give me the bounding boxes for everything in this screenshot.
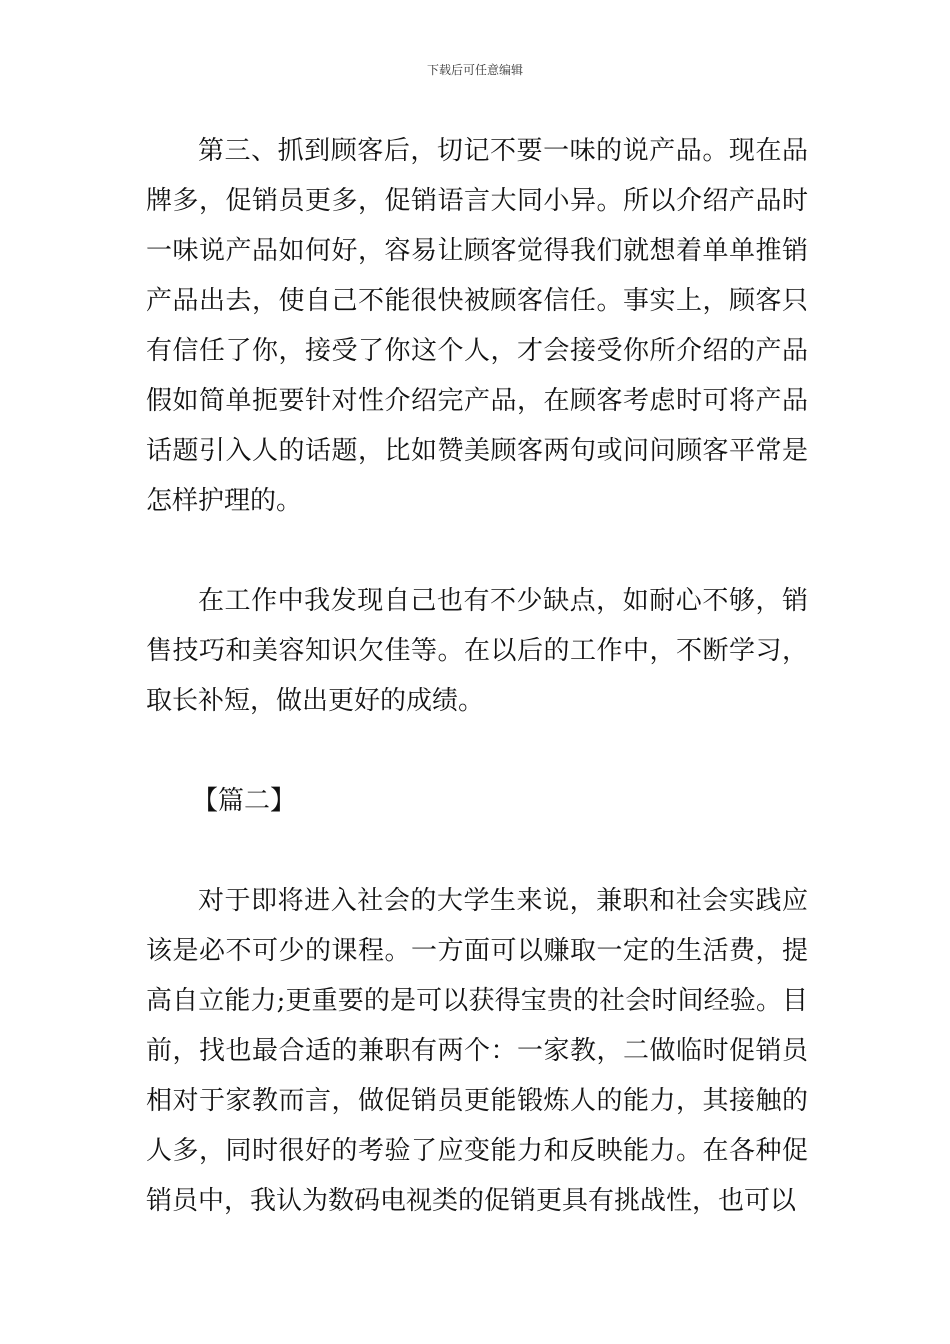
section-spacer — [146, 826, 808, 876]
paragraph-part-time-job: 对于即将进入社会的大学生来说，兼职和社会实践应该是必不可少的课程。一方面可以赚取一定的生活费，提高自立能力;更重要的是可以获得宝贵的社会时间经验。目前，找也最合适的兼职有两个：一家教，二做临时促销员相对于家教而言，做促销员更能锻炼人的能力，其接触的人多，同时很好的考验了应变能力和反映能力。在各种促销员中，我认为数码电视类的促销更具有挑战性，也可以 — [146, 886, 808, 1216]
paragraph-spacer — [146, 526, 808, 576]
page-header: 下载后可任意编辑 — [426, 63, 523, 77]
section-spacer — [146, 726, 808, 776]
document-body — [146, 126, 808, 1226]
paragraph-self-reflection: 在工作中我发现自己也有不少缺点，如耐心不够，销售技巧和美容知识欠佳等。在以后的工作中，不断学习，取长补短，做出更好的成绩。 — [146, 586, 808, 716]
section-title: 【篇二】 — [192, 786, 297, 816]
paragraph-customer-tips: 第三、抓到顾客后，切记不要一味的说产品。现在品牌多，促销员更多，促销语言大同小异。所以介绍产品时一味说产品如何好，容易让顾客觉得我们就想着单单推销产品出去，使自己不能很快被顾客信任。事实上，顾客只有信任了你，接受了你这个人，才会接受你所介绍的产品假如简单扼要针对性介绍完产品，在顾客考虑时可将产品话题引入人的话题，比如赞美顾客两句或问问顾客平常是怎样护理的。 — [146, 136, 808, 516]
